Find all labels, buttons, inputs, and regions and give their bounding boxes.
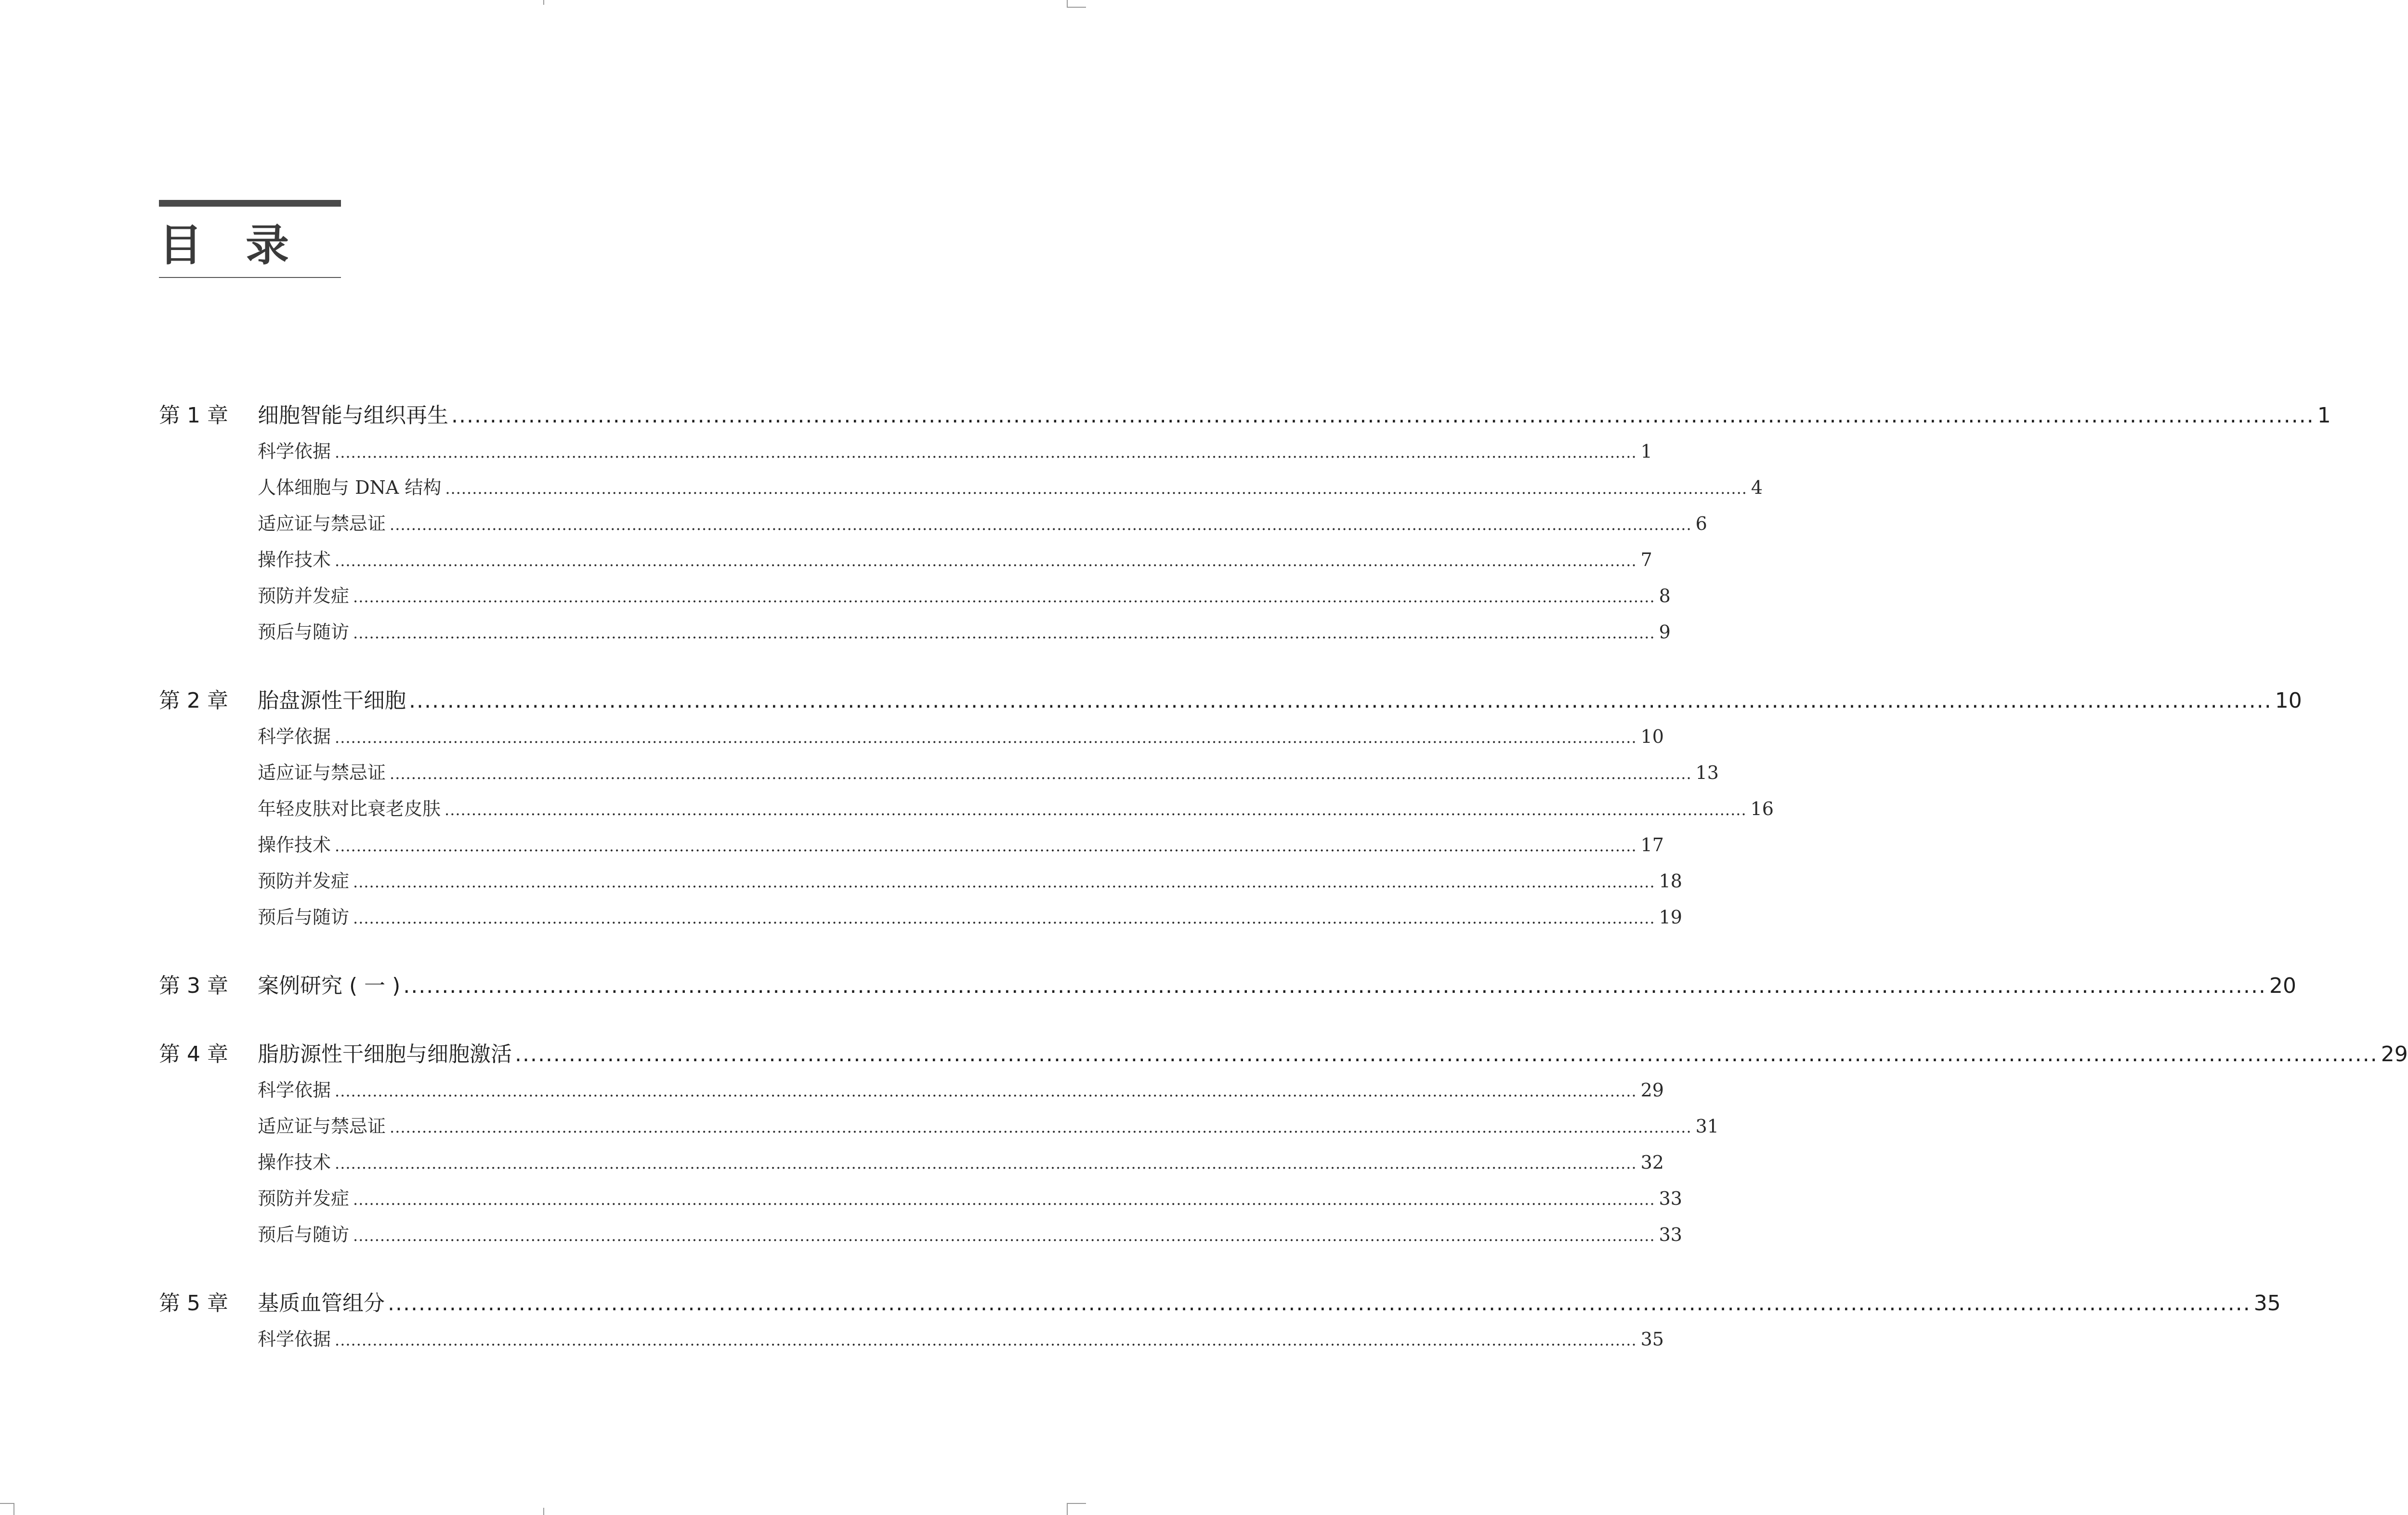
crop-mark <box>13 1503 14 1515</box>
dot-leader: .................................................................................................................................................................................................................................................. <box>335 837 1637 855</box>
section-entry[interactable] <box>258 1111 1719 1147</box>
toc-heading <box>159 200 341 278</box>
section-entry[interactable] <box>258 902 1682 938</box>
section-page-number: 13 <box>1695 762 1719 783</box>
dot-leader: .................................................................................................................................................................................................................................................. <box>403 974 2266 998</box>
heading-underline <box>159 277 341 278</box>
section-page-number: 33 <box>1659 1188 1682 1209</box>
chapter-page-number: 1 <box>2317 403 2331 428</box>
section-title: 年轻皮肤对比衰老皮肤 <box>258 798 441 819</box>
section-page-number: 29 <box>1640 1080 1664 1101</box>
section-title: 科学依据 <box>258 726 331 747</box>
chapter-entry[interactable] <box>159 968 2296 1007</box>
section-page-number: 32 <box>1640 1152 1664 1173</box>
dot-leader: .................................................................................................................................................................................................................................................. <box>353 873 1655 891</box>
section-title: 操作技术 <box>258 1152 331 1173</box>
chapter-block <box>159 398 2331 653</box>
section-entry[interactable] <box>258 1220 1682 1256</box>
section-page-number: 33 <box>1659 1224 1682 1245</box>
section-page-number: 17 <box>1640 834 1664 856</box>
chapter-page-number: 20 <box>2269 974 2296 998</box>
chapter-title: 细胞智能与组织再生 <box>258 403 448 428</box>
dot-leader: .................................................................................................................................................................................................................................................. <box>353 624 1655 642</box>
chapter-page-number: 10 <box>2275 688 2302 713</box>
page-title: 目录 <box>159 220 332 271</box>
dot-leader: .................................................................................................................................................................................................................................................. <box>451 403 2315 428</box>
section-title: 适应证与禁忌证 <box>258 762 386 783</box>
section-title: 预后与随访 <box>258 907 350 928</box>
crop-mark <box>1067 1503 1086 1504</box>
chapter-entry[interactable] <box>159 1286 2281 1324</box>
dot-leader: .................................................................................................................................................................................................................................................. <box>445 479 1747 498</box>
section-entry[interactable] <box>258 473 1763 509</box>
section-entry[interactable] <box>258 758 1719 794</box>
dot-leader: .................................................................................................................................................................................................................................................. <box>335 1154 1637 1172</box>
chapter-number: 第 4 章 <box>159 1042 228 1067</box>
dot-leader: .................................................................................................................................................................................................................................................. <box>515 1042 2378 1067</box>
crop-mark <box>1067 1503 1068 1515</box>
section-entry[interactable] <box>258 1075 1664 1111</box>
chapter-block <box>159 1037 2408 1256</box>
chapter-entry[interactable] <box>159 683 2302 722</box>
section-page-number: 4 <box>1751 477 1763 498</box>
dot-leader: .................................................................................................................................................................................................................................................. <box>335 1331 1637 1349</box>
section-entry[interactable] <box>258 581 1671 617</box>
section-title: 适应证与禁忌证 <box>258 513 386 534</box>
section-entry[interactable] <box>258 1324 1664 1360</box>
section-page-number: 19 <box>1659 907 1682 928</box>
dot-leader: .................................................................................................................................................................................................................................................. <box>353 909 1655 927</box>
section-entry[interactable] <box>258 722 1664 758</box>
chapter-block <box>159 683 2302 938</box>
section-entry[interactable] <box>258 509 1707 545</box>
section-title: 预防并发症 <box>258 870 350 892</box>
section-page-number: 1 <box>1640 441 1652 462</box>
dot-leader: .................................................................................................................................................................................................................................................. <box>353 588 1655 606</box>
crop-mark <box>543 1508 544 1515</box>
section-title: 操作技术 <box>258 549 331 570</box>
section-entry[interactable] <box>258 1147 1664 1184</box>
section-page-number: 18 <box>1659 870 1682 892</box>
section-title: 科学依据 <box>258 441 331 462</box>
section-page-number: 35 <box>1640 1329 1664 1350</box>
dot-leader: .................................................................................................................................................................................................................................................. <box>335 552 1637 570</box>
chapter-entry[interactable] <box>159 398 2331 436</box>
chapter-number: 第 2 章 <box>159 688 228 713</box>
section-title: 预后与随访 <box>258 621 350 643</box>
dot-leader: .................................................................................................................................................................................................................................................. <box>353 1190 1655 1209</box>
crop-mark <box>1067 7 1086 8</box>
section-entry[interactable] <box>258 794 1774 830</box>
heading-top-bar <box>159 200 341 207</box>
dot-leader: .................................................................................................................................................................................................................................................. <box>390 1118 1692 1136</box>
section-page-number: 6 <box>1695 513 1707 534</box>
crop-mark <box>0 1503 14 1504</box>
dot-leader: .................................................................................................................................................................................................................................................. <box>390 764 1692 783</box>
chapter-title: 胎盘源性干细胞 <box>258 688 406 713</box>
section-entry[interactable] <box>258 436 1652 473</box>
chapter-number: 第 1 章 <box>159 403 228 428</box>
section-page-number: 10 <box>1640 726 1664 747</box>
section-title: 预后与随访 <box>258 1224 350 1245</box>
chapter-title: 基质血管组分 <box>258 1291 385 1316</box>
dot-leader: .................................................................................................................................................................................................................................................. <box>353 1226 1655 1245</box>
chapter-page-number: 29 <box>2381 1042 2408 1067</box>
section-title: 预防并发症 <box>258 585 350 606</box>
dot-leader: .................................................................................................................................................................................................................................................. <box>445 801 1747 819</box>
chapter-page-number: 35 <box>2253 1291 2281 1316</box>
section-entry[interactable] <box>258 830 1664 866</box>
section-page-number: 8 <box>1659 585 1671 606</box>
section-title: 操作技术 <box>258 834 331 856</box>
section-title: 适应证与禁忌证 <box>258 1116 386 1137</box>
section-title: 科学依据 <box>258 1329 331 1350</box>
section-title: 人体细胞与 DNA 结构 <box>258 477 442 498</box>
section-page-number: 9 <box>1659 621 1671 643</box>
section-entry[interactable] <box>258 1184 1682 1220</box>
section-entry[interactable] <box>258 617 1671 653</box>
chapter-number: 第 3 章 <box>159 974 228 998</box>
section-title: 科学依据 <box>258 1080 331 1101</box>
table-of-contents <box>159 398 2408 1390</box>
section-entry[interactable] <box>258 866 1682 902</box>
section-entry[interactable] <box>258 545 1652 581</box>
section-page-number: 31 <box>1695 1116 1719 1137</box>
section-page-number: 7 <box>1640 549 1652 570</box>
chapter-title: 脂肪源性干细胞与细胞激活 <box>258 1042 512 1067</box>
dot-leader: .................................................................................................................................................................................................................................................. <box>335 1082 1637 1100</box>
chapter-title: 案例研究 ( 一 ) <box>258 974 401 998</box>
dot-leader: .................................................................................................................................................................................................................................................. <box>390 515 1692 534</box>
chapter-entry[interactable] <box>159 1037 2408 1075</box>
crop-mark <box>543 0 544 5</box>
dot-leader: .................................................................................................................................................................................................................................................. <box>335 728 1637 747</box>
chapter-block <box>159 968 2296 1007</box>
chapter-number: 第 5 章 <box>159 1291 228 1316</box>
dot-leader: .................................................................................................................................................................................................................................................. <box>388 1291 2251 1316</box>
section-title: 预防并发症 <box>258 1188 350 1209</box>
dot-leader: .................................................................................................................................................................................................................................................. <box>409 688 2272 713</box>
chapter-block <box>159 1286 2281 1360</box>
dot-leader: .................................................................................................................................................................................................................................................. <box>335 443 1637 461</box>
section-page-number: 16 <box>1750 798 1774 819</box>
